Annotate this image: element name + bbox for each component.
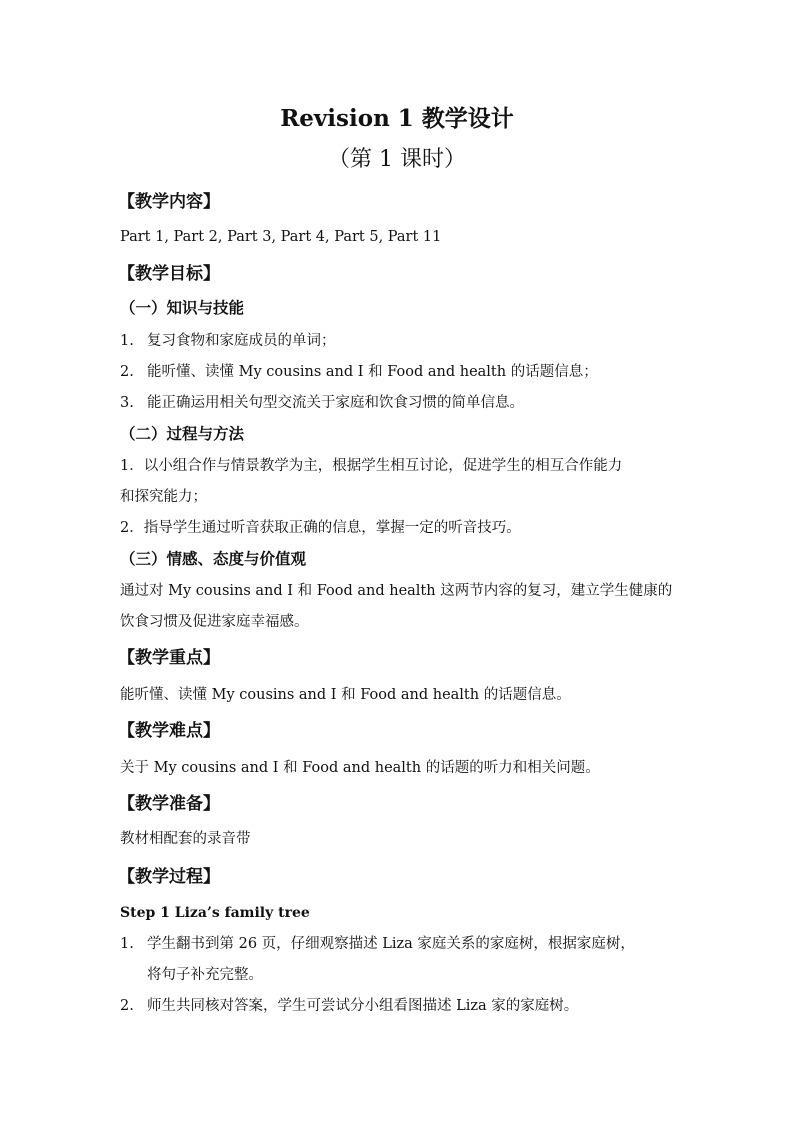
subheading-knowledge-skills: （一）知识与技能 bbox=[120, 298, 245, 317]
subheading-attitude-values: （三）情感、态度与价值观 bbox=[120, 549, 307, 568]
content-text: Part 1, Part 2, Part 3, Part 4, Part 5, Part 11 bbox=[120, 229, 442, 245]
paragraph-line: 2．指导学生通过听音获取正确的信息，掌握一定的听音技巧。 bbox=[120, 520, 521, 536]
paragraph-line: 和探究能力； bbox=[120, 489, 207, 505]
section-heading-difficulties: 【教学难点】 bbox=[118, 721, 220, 741]
paragraph-line: 1．以小组合作与情景教学为主，根据学生相互讨论，促进学生的相互合作能力 bbox=[120, 458, 623, 474]
section-heading-content: 【教学内容】 bbox=[118, 192, 220, 212]
paragraph-line: 饮食习惯及促进家庭幸福感。 bbox=[120, 614, 309, 630]
list-text: 复习食物和家庭成员的单词； bbox=[147, 333, 336, 349]
list-item bbox=[120, 361, 598, 383]
page-subtitle: （第 1 课时） bbox=[328, 147, 466, 172]
list-text: 师生共同核对答案，学生可尝试分小组看图描述 Liza 家的家庭树。 bbox=[147, 998, 579, 1014]
list-number: 1. bbox=[120, 333, 134, 349]
list-text: 能正确运用相关句型交流关于家庭和饮食习惯的简单信息。 bbox=[147, 395, 524, 411]
section-heading-preparation: 【教学准备】 bbox=[118, 794, 220, 814]
paragraph-line: 通过对 My cousins and I 和 Food and health 这两节内容的复习，建立学生健康的 bbox=[120, 583, 673, 599]
list-number: 3. bbox=[120, 395, 134, 411]
subheading-process-methods: （二）过程与方法 bbox=[120, 424, 245, 443]
key-points-text: 能听懂、读懂 My cousins and I 和 Food and health 的话题信息。 bbox=[120, 687, 571, 703]
list-item bbox=[120, 392, 524, 414]
list-number: 2. bbox=[120, 998, 134, 1014]
page-title: Revision 1 教学设计 bbox=[280, 105, 514, 132]
preparation-text: 教材相配套的录音带 bbox=[120, 831, 251, 847]
list-item bbox=[120, 933, 635, 955]
section-heading-key-points: 【教学重点】 bbox=[118, 648, 220, 668]
step-heading: Step 1 Liza’s family tree bbox=[120, 905, 310, 921]
list-item bbox=[120, 330, 336, 352]
section-heading-objectives: 【教学目标】 bbox=[118, 264, 220, 284]
list-item bbox=[120, 995, 578, 1017]
difficulties-text: 关于 My cousins and I 和 Food and health 的话题的听力和相关问题。 bbox=[120, 760, 600, 776]
section-heading-process: 【教学过程】 bbox=[118, 867, 220, 887]
list-number: 2. bbox=[120, 364, 134, 380]
list-number: 1. bbox=[120, 936, 134, 952]
list-text: 能听懂、读懂 My cousins and I 和 Food and health 的话题信息； bbox=[147, 364, 598, 380]
list-item-continuation: 将句子补充完整。 bbox=[147, 967, 263, 983]
list-text: 学生翻书到第 26 页，仔细观察描述 Liza 家庭关系的家庭树，根据家庭树， bbox=[147, 936, 635, 952]
